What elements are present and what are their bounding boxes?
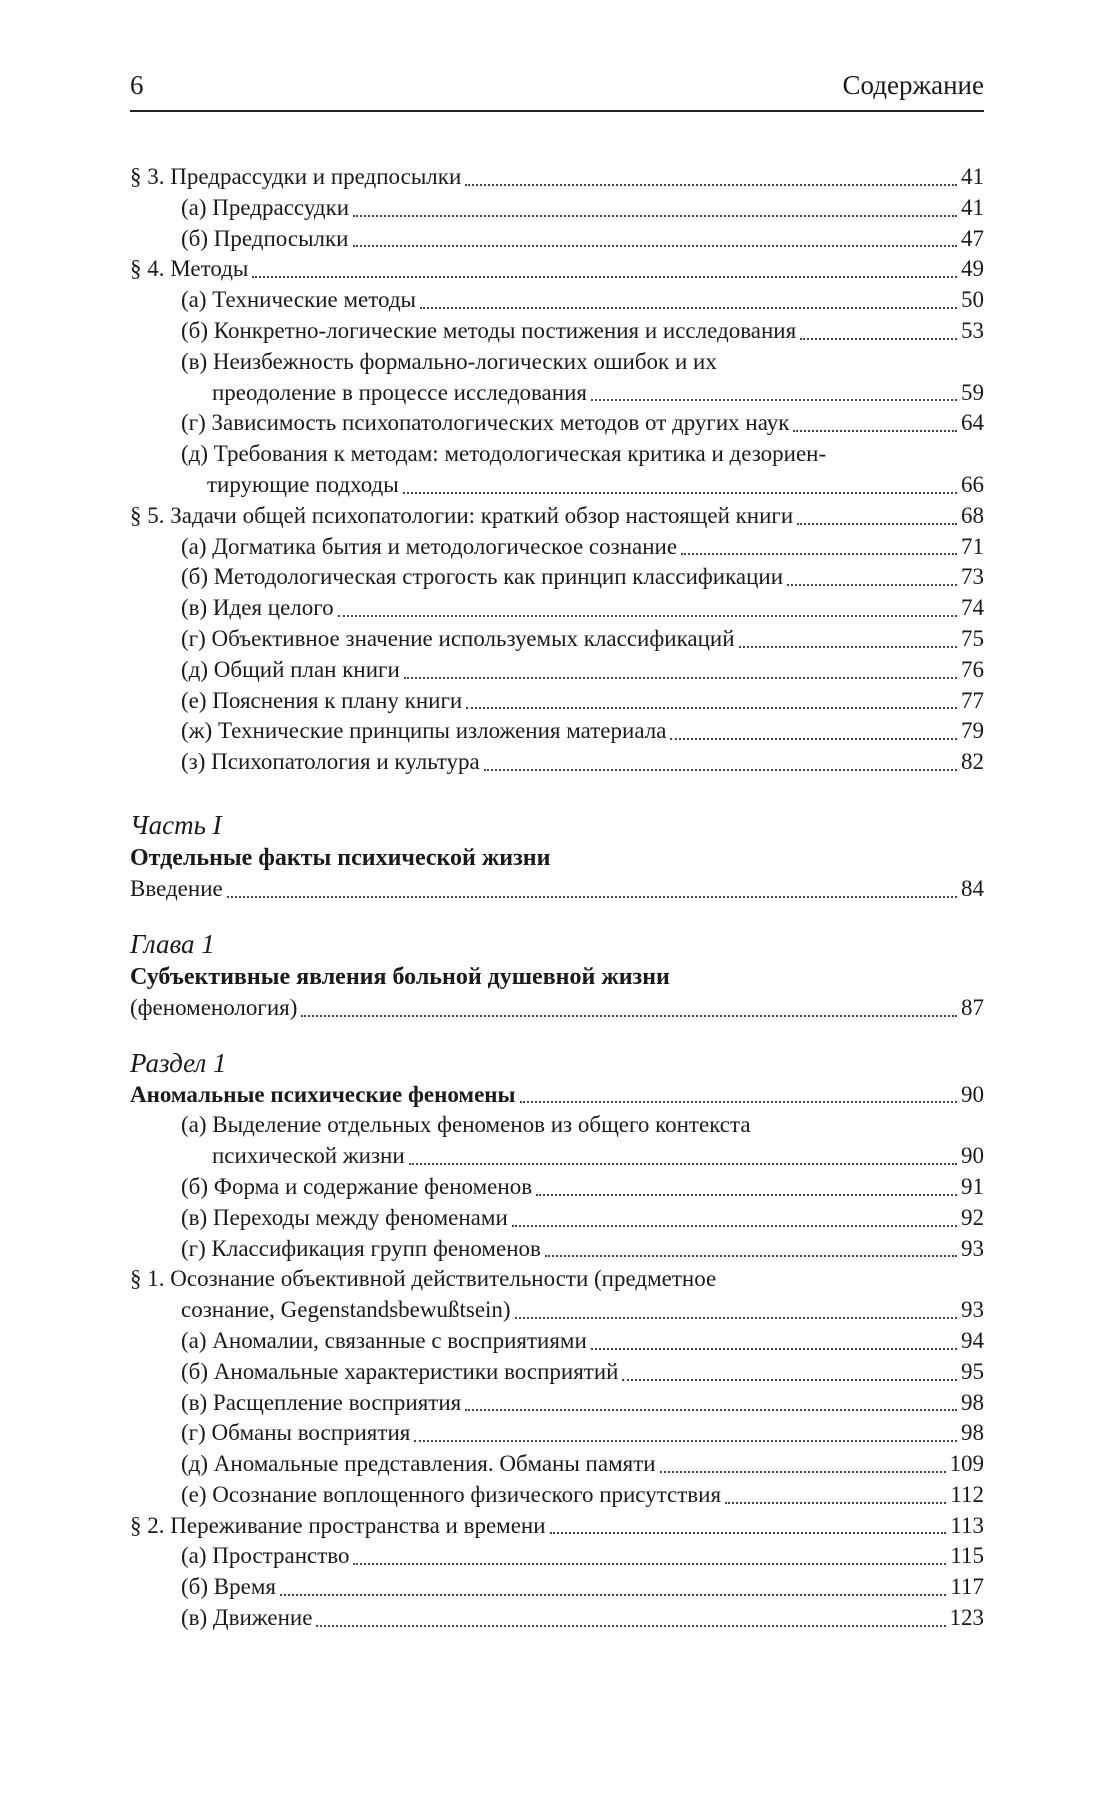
dot-leader bbox=[725, 1502, 946, 1504]
dot-leader bbox=[404, 677, 957, 679]
chapter-label: Глава 1 bbox=[130, 928, 215, 959]
running-title: Содержание bbox=[842, 70, 984, 100]
dot-leader bbox=[793, 430, 957, 432]
dot-leader bbox=[739, 646, 957, 648]
toc-entry-page: 92 bbox=[961, 1204, 984, 1230]
toc-entry-label: Введение bbox=[130, 875, 223, 901]
toc-entry[interactable] bbox=[130, 1572, 984, 1603]
toc-entry-label: (в) Переходы между феноменами bbox=[181, 1204, 508, 1230]
toc-entry[interactable] bbox=[130, 716, 984, 747]
toc-entry[interactable] bbox=[130, 1357, 984, 1388]
dot-leader bbox=[591, 1348, 957, 1350]
toc-entry-page: 90 bbox=[961, 1081, 984, 1107]
toc-entry[interactable] bbox=[130, 1141, 984, 1172]
toc-entry-label: § 2. Переживание пространства и времени bbox=[130, 1512, 546, 1538]
toc-entry-page: 98 bbox=[961, 1420, 984, 1446]
toc-entry-label: тирующие подходы bbox=[207, 471, 399, 497]
toc-entry[interactable] bbox=[130, 532, 984, 563]
dot-leader bbox=[797, 523, 957, 525]
toc-entry-label: (а) Предрассудки bbox=[181, 194, 350, 220]
dot-leader bbox=[338, 615, 957, 617]
dot-leader bbox=[409, 1163, 957, 1165]
toc-entry[interactable] bbox=[130, 655, 984, 686]
toc-entry-page: 76 bbox=[961, 656, 984, 682]
toc-entry-line bbox=[130, 347, 984, 378]
toc-entry-page: 73 bbox=[961, 564, 984, 590]
dot-leader bbox=[353, 1563, 946, 1565]
toc-entry-label: § 4. Методы bbox=[130, 256, 249, 282]
dot-leader bbox=[227, 896, 957, 898]
toc-entry-page: 115 bbox=[950, 1543, 984, 1569]
toc-entry-page: 87 bbox=[961, 994, 984, 1020]
toc-entry-label: (в) Неизбежность формально-логических ошибок и их bbox=[181, 348, 717, 374]
toc-entry-page: 66 bbox=[961, 471, 984, 497]
toc-entry-label: (д) Аномальные представления. Обманы памяти bbox=[181, 1451, 656, 1477]
toc-entry-page: 109 bbox=[949, 1451, 984, 1477]
toc-entry[interactable] bbox=[130, 1203, 984, 1234]
toc-entry-page: 82 bbox=[961, 749, 984, 775]
toc-entry-label: сознание, Gegenstandsbewußtsein) bbox=[181, 1297, 511, 1323]
toc-entry-label: (феноменология) bbox=[130, 994, 298, 1020]
dot-leader bbox=[466, 707, 957, 709]
dot-leader bbox=[414, 1440, 957, 1442]
toc-entry-line bbox=[130, 1264, 984, 1295]
dot-leader bbox=[800, 338, 957, 340]
dot-leader bbox=[515, 1317, 957, 1319]
dot-leader bbox=[403, 492, 957, 494]
toc-entry-label: (д) Требования к методам: методологическая критика и дезориен- bbox=[181, 441, 827, 467]
dot-leader bbox=[484, 769, 957, 771]
toc-entry[interactable] bbox=[130, 1480, 984, 1511]
dot-leader bbox=[280, 1594, 946, 1596]
toc-entry-page: 50 bbox=[961, 287, 984, 313]
toc-entry[interactable] bbox=[130, 1388, 984, 1419]
toc-entry-page: 98 bbox=[961, 1389, 984, 1415]
toc-entry-label: (а) Пространство bbox=[181, 1543, 350, 1569]
spacer bbox=[130, 905, 984, 927]
dot-leader bbox=[681, 553, 957, 555]
dot-leader bbox=[536, 1194, 957, 1196]
chapter-title: Субъективные явления больной душевной жизни bbox=[130, 963, 670, 990]
dot-leader bbox=[520, 1101, 958, 1103]
dot-leader bbox=[465, 1409, 957, 1411]
toc-entry[interactable] bbox=[130, 686, 984, 717]
toc-entry[interactable] bbox=[130, 470, 984, 501]
toc-entry[interactable] bbox=[130, 378, 984, 409]
toc-entry-page: 123 bbox=[949, 1605, 984, 1631]
toc-entry[interactable] bbox=[130, 1603, 984, 1634]
toc-entry-page: 47 bbox=[961, 225, 984, 251]
toc-entry-label: (г) Зависимость психопатологических методов от других наук bbox=[181, 410, 790, 436]
part-label: Часть I bbox=[130, 809, 222, 840]
dot-leader bbox=[622, 1379, 957, 1381]
dot-leader bbox=[465, 184, 957, 186]
toc-entry-page: 93 bbox=[961, 1297, 984, 1323]
toc-entry-page: 53 bbox=[961, 317, 984, 343]
toc-entry-page: 77 bbox=[961, 687, 984, 713]
toc-entry[interactable] bbox=[130, 1326, 984, 1357]
toc-entry-page: 117 bbox=[950, 1574, 984, 1600]
toc-entry-page: 75 bbox=[961, 625, 984, 651]
toc-entry-page: 94 bbox=[961, 1327, 984, 1353]
toc-entry[interactable] bbox=[130, 285, 984, 316]
spacer bbox=[130, 778, 984, 808]
toc-entry-label: (г) Обманы восприятия bbox=[181, 1420, 411, 1446]
toc-entry-page: 113 bbox=[950, 1512, 984, 1538]
toc-entry-label: (б) Время bbox=[181, 1574, 276, 1600]
toc-entry[interactable] bbox=[130, 593, 984, 624]
toc-entry[interactable] bbox=[130, 1449, 984, 1480]
toc-entry-page: 64 bbox=[961, 410, 984, 436]
toc-entry-label: (д) Общий план книги bbox=[181, 656, 400, 682]
dot-leader bbox=[660, 1471, 946, 1473]
toc-entry[interactable] bbox=[130, 1172, 984, 1203]
toc-entry-label: (ж) Технические принципы изложения материала bbox=[181, 718, 667, 744]
toc-entry-label: § 3. Предрассудки и предпосылки bbox=[130, 164, 462, 189]
toc-entry-label: (б) Методологическая строгость как принцип классификации bbox=[181, 564, 784, 590]
toc-entry-page: 68 bbox=[961, 502, 984, 528]
toc-entry-label: (г) Объективное значение используемых классификаций bbox=[181, 625, 735, 651]
toc-entry-label: (а) Аномалии, связанные с восприятиями bbox=[181, 1327, 587, 1353]
dot-leader bbox=[316, 1625, 945, 1627]
toc-entry[interactable] bbox=[130, 224, 984, 255]
toc-entry-page: 71 bbox=[961, 533, 984, 559]
toc-entry[interactable] bbox=[130, 1295, 984, 1326]
toc-entry-label: (г) Классификация групп феноменов bbox=[181, 1235, 541, 1261]
page-number: 6 bbox=[130, 70, 144, 100]
dot-leader bbox=[252, 276, 957, 278]
toc-entry-label: (з) Психопатология и культура bbox=[181, 749, 480, 775]
toc-entry-label: (б) Конкретно-логические методы постижения и исследования bbox=[181, 317, 797, 343]
toc-entry-label: (а) Технические методы bbox=[181, 287, 416, 313]
part-title: Отдельные факты психической жизни bbox=[130, 844, 551, 871]
dot-leader bbox=[301, 1015, 957, 1017]
toc-entry-label: (в) Идея целого bbox=[181, 595, 334, 621]
toc-entry-label: (в) Расщепление восприятия bbox=[181, 1389, 462, 1415]
dot-leader bbox=[512, 1225, 957, 1227]
dot-leader bbox=[550, 1532, 947, 1534]
toc-entry-page: 49 bbox=[961, 256, 984, 282]
toc-entry-line bbox=[130, 439, 984, 470]
toc-entry[interactable] bbox=[130, 1234, 984, 1265]
toc-entry[interactable] bbox=[130, 254, 984, 285]
toc-entry-label: (б) Форма и содержание феноменов bbox=[181, 1173, 533, 1199]
toc-entry-label: психической жизни bbox=[212, 1143, 405, 1169]
dot-leader bbox=[353, 245, 958, 247]
toc-entry[interactable] bbox=[130, 193, 984, 224]
toc-entry-line bbox=[130, 1110, 984, 1141]
toc-entry[interactable] bbox=[130, 874, 984, 905]
running-header bbox=[130, 70, 984, 112]
toc-entry-label: (в) Движение bbox=[181, 1605, 313, 1631]
toc-entry[interactable] bbox=[130, 1511, 984, 1542]
toc-entry-page: 79 bbox=[961, 718, 984, 744]
toc-entry[interactable] bbox=[130, 562, 984, 593]
toc-entry-page: 112 bbox=[950, 1481, 984, 1507]
toc-entry[interactable] bbox=[130, 316, 984, 347]
toc-entry[interactable] bbox=[130, 1080, 984, 1111]
dot-leader bbox=[591, 399, 957, 401]
toc-entry[interactable] bbox=[130, 408, 984, 439]
dot-leader bbox=[787, 584, 957, 586]
spacer bbox=[130, 1024, 984, 1046]
toc-entry-page: 93 bbox=[961, 1235, 984, 1261]
dot-leader bbox=[545, 1255, 957, 1257]
toc-entry[interactable] bbox=[130, 624, 984, 655]
book-page bbox=[130, 70, 984, 1634]
section-title: Аномальные психические феномены bbox=[130, 1081, 516, 1107]
toc-entry-label: (б) Предпосылки bbox=[181, 225, 349, 251]
toc-entry-page: 84 bbox=[961, 875, 984, 901]
table-of-contents bbox=[130, 162, 984, 1634]
toc-entry-page: 95 bbox=[961, 1358, 984, 1384]
toc-entry-label: (е) Пояснения к плану книги bbox=[181, 687, 463, 713]
toc-entry-page: 74 bbox=[961, 595, 984, 621]
dot-leader bbox=[420, 307, 957, 309]
toc-entry[interactable] bbox=[130, 501, 984, 532]
toc-entry-page: 41 bbox=[961, 194, 984, 220]
toc-entry-label: преодоление в процессе исследования bbox=[212, 379, 587, 405]
toc-entry-label: (а) Догматика бытия и методологическое сознание bbox=[181, 533, 678, 559]
toc-entry-label: § 5. Задачи общей психопатологии: краткий обзор настоящей книги bbox=[130, 502, 794, 528]
toc-entry-page: 41 bbox=[961, 164, 984, 189]
dot-leader bbox=[670, 738, 957, 740]
toc-entry-label: (а) Выделение отдельных феноменов из общего контекста bbox=[181, 1112, 751, 1138]
section-label: Раздел 1 bbox=[130, 1047, 227, 1078]
toc-entry-label: (б) Аномальные характеристики восприятий bbox=[181, 1358, 619, 1384]
toc-entry[interactable] bbox=[130, 1418, 984, 1449]
toc-entry-page: 59 bbox=[961, 379, 984, 405]
toc-entry[interactable] bbox=[130, 747, 984, 778]
dot-leader bbox=[353, 215, 957, 217]
toc-entry-page: 90 bbox=[961, 1143, 984, 1169]
toc-entry-page: 91 bbox=[961, 1173, 984, 1199]
toc-entry[interactable] bbox=[130, 162, 984, 193]
toc-entry[interactable] bbox=[130, 993, 984, 1024]
toc-entry-label: § 1. Осознание объективной действительности (предметное bbox=[130, 1266, 717, 1292]
toc-entry[interactable] bbox=[130, 1541, 984, 1572]
toc-entry-label: (е) Осознание воплощенного физического присутствия bbox=[181, 1481, 722, 1507]
